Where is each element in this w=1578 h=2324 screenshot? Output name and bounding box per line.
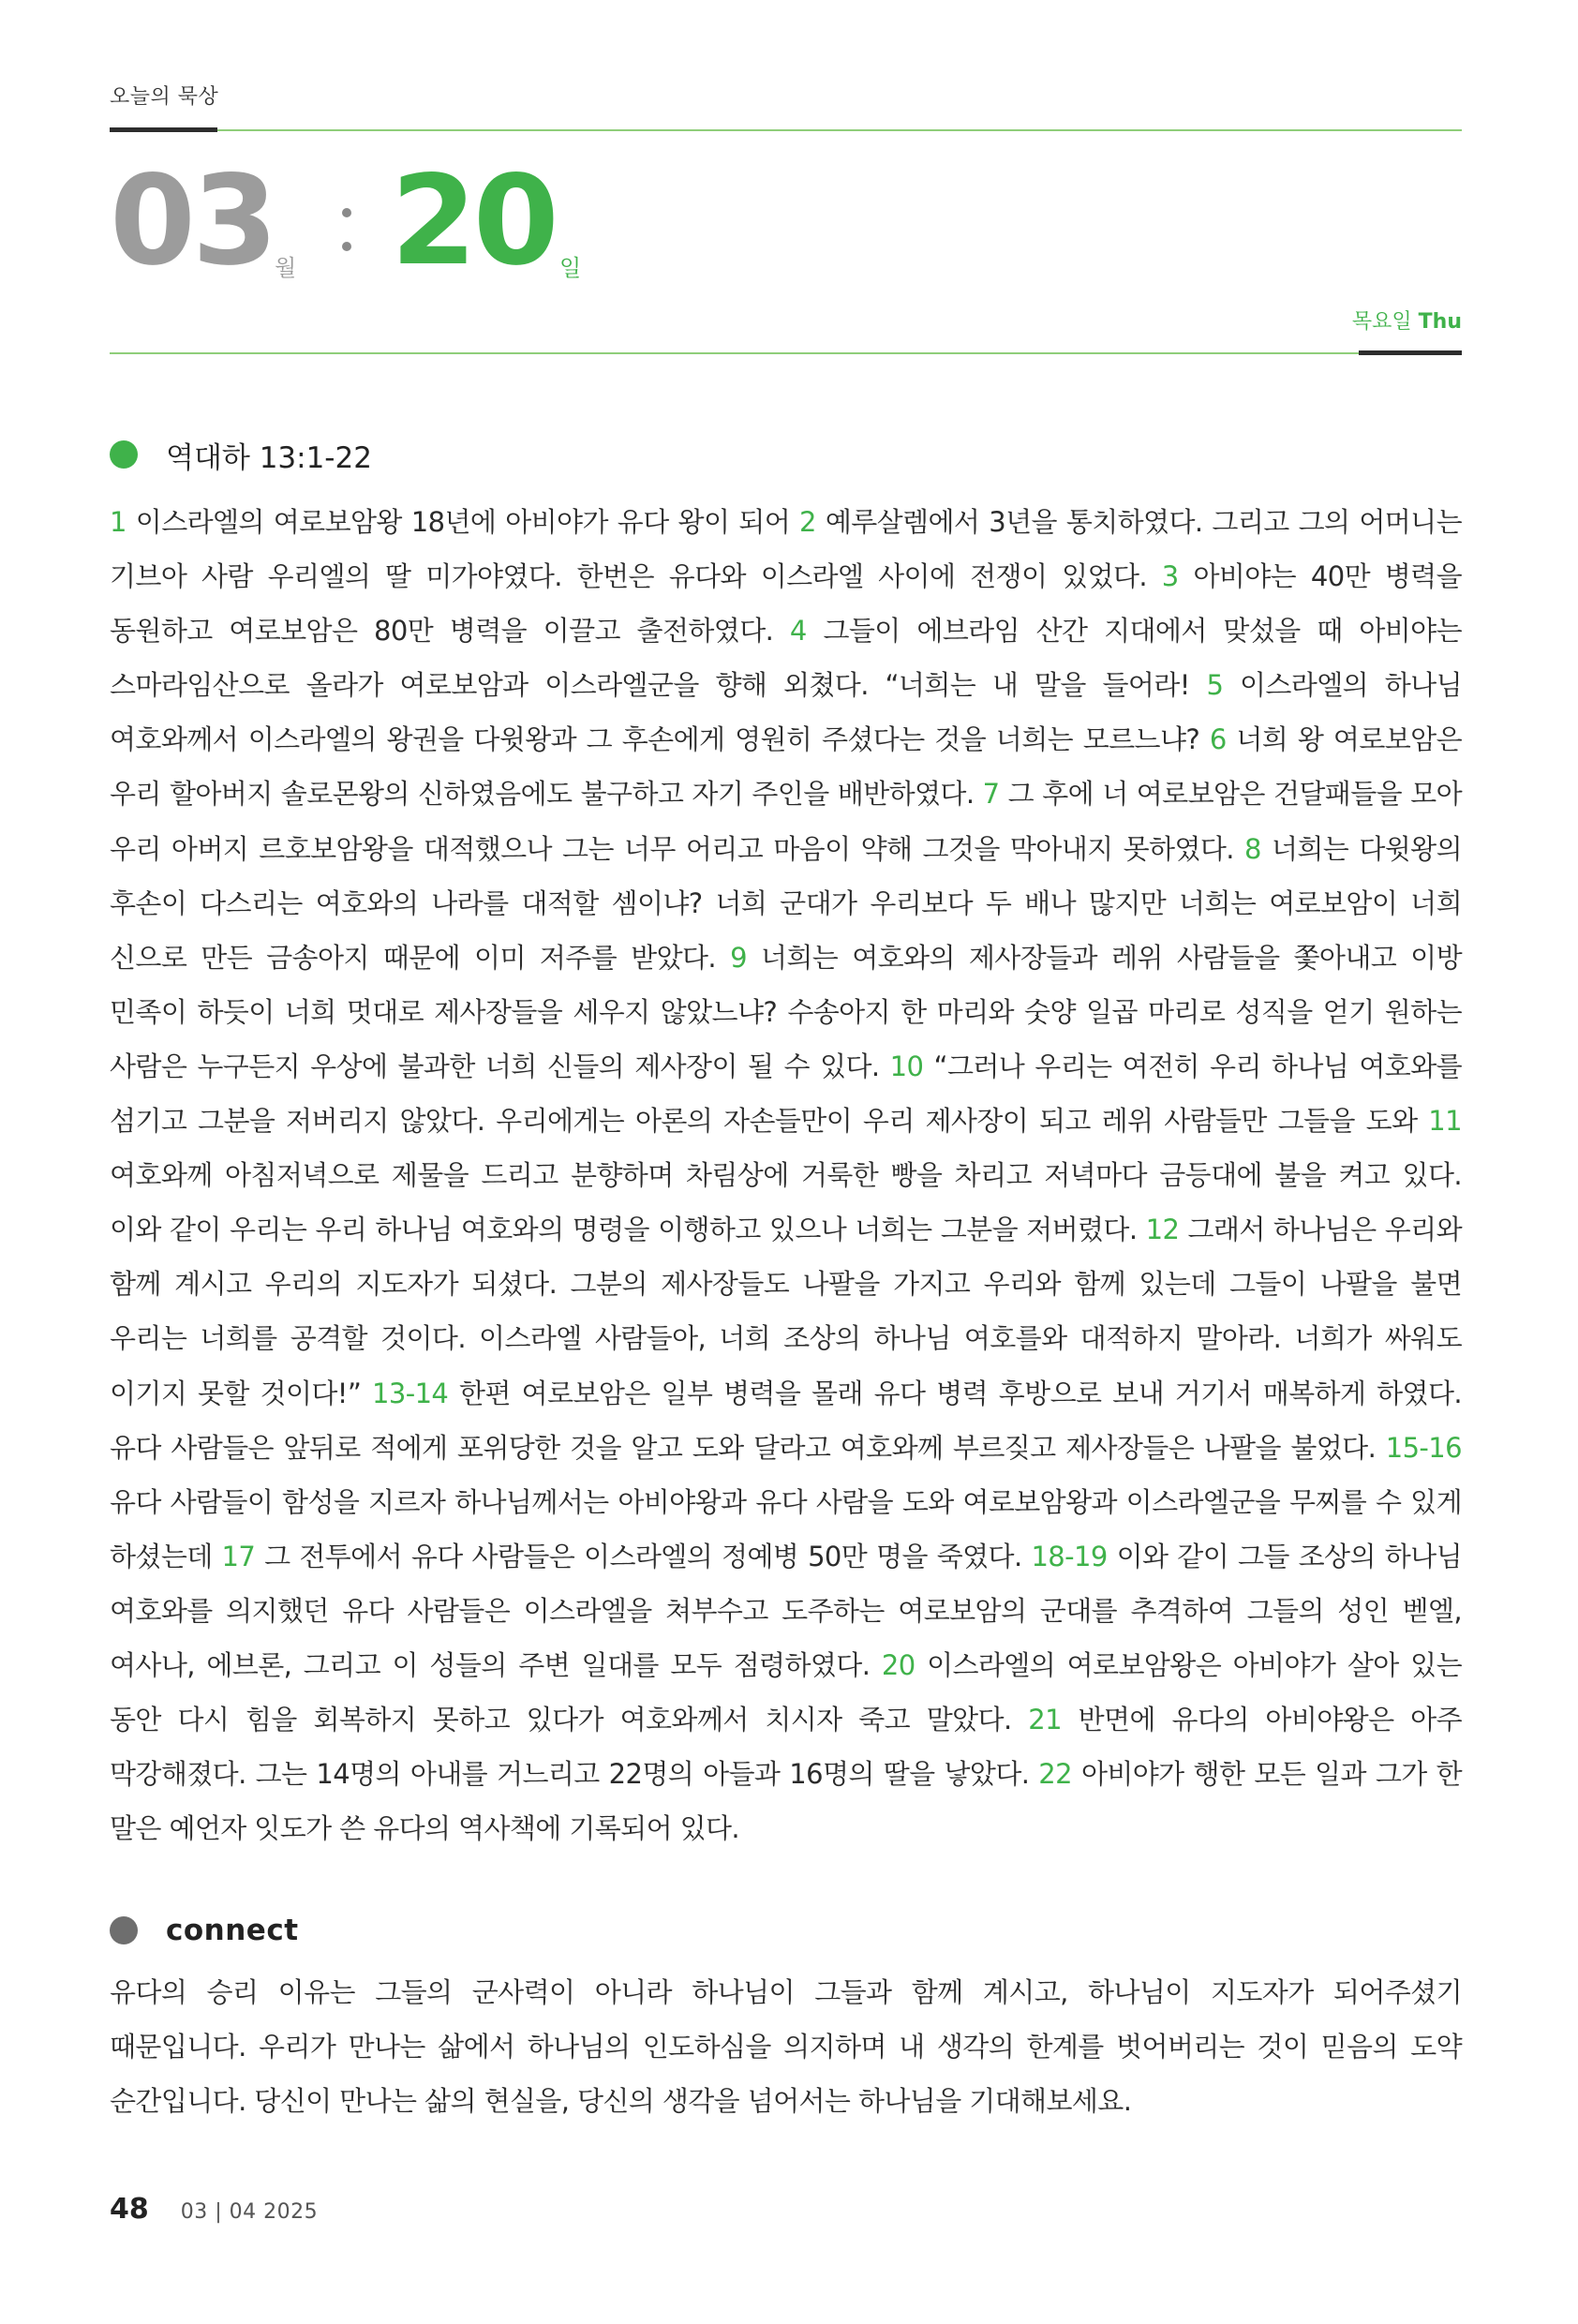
verse-number: 9	[730, 941, 747, 974]
gray-bullet-icon	[110, 1916, 138, 1944]
verse-text: 너희는 다윗왕의 후손이 다스리는 여호와의 나라를 대적할 셈이냐? 너희 군대가 우리보다 두 배나 많지만 너희는 여로보암이 너희 신으로 만든 금송아지 때문에 이미 저주를 받았다.	[110, 832, 1462, 974]
verse-number: 2	[799, 506, 816, 538]
verse-number: 11	[1428, 1105, 1462, 1138]
verse-number: 22	[1038, 1758, 1072, 1791]
verse-number: 6	[1209, 723, 1227, 756]
verse-number: 12	[1145, 1214, 1180, 1246]
verse-text: 유다 사람들이 함성을 지르자 하나님께서는 아비야왕과 유다 사람을 도와 여로보암왕과 이스라엘군을 무찌를 수 있게 하셨는데	[110, 1485, 1462, 1572]
verse-text: 이스라엘의 여로보암왕 18년에 아비야가 유다 왕이 되어	[135, 506, 791, 538]
verse-number: 20	[881, 1648, 916, 1681]
verse-number: 17	[221, 1540, 256, 1572]
date-bottom-rule-accent	[1359, 350, 1462, 355]
verse-text: 한편 여로보암은 일부 병력을 몰래 유다 병력 후방으로 보내 거기서 매복하게 하였다. 유다 사람들은 앞뒤로 적에게 포위당한 것을 알고 도와 달라고 여호와께 부르짖고 제사장들은 나팔을 불었다.	[110, 1377, 1462, 1464]
verse-text: 아비야가 행한 모든 일과 그가 한 말은 예언자 잇도가 쓴 유다의 역사책에 기록되어 있다.	[110, 1758, 1462, 1845]
scripture-heading	[110, 436, 372, 473]
verse-text: 예루살렘에서 3년을 통치하였다. 그리고 그의 어머니는 기브아 사람 우리엘의 딸 미가야였다. 한번은 유다와 이스라엘 사이에 전쟁이 있었다.	[110, 506, 1462, 593]
page-footer	[110, 2193, 318, 2226]
verse-text: 이와 같이 그들 조상의 하나님 여호와를 의지했던 유다 사람들은 이스라엘을 쳐부수고 도주하는 여로보암의 군대를 추격하여 그들의 성인 벧엘, 여사나, 에브론, 그리고 이 성들의 주변 일대를 모두 점령하였다.	[110, 1540, 1462, 1681]
section-label: 오늘의 묵상	[110, 85, 219, 109]
verse-number: 10	[889, 1050, 924, 1082]
top-rule-accent	[110, 127, 217, 132]
verse-number: 3	[1161, 560, 1179, 593]
top-rule	[110, 129, 1462, 131]
verse-text: 이스라엘의 여로보암왕은 아비야가 살아 있는 동안 다시 힘을 회복하지 못하고 있다가 여호와께서 치시자 죽고 말았다.	[110, 1648, 1462, 1736]
verse-text: 아비야는 40만 병력을 동원하고 여로보암은 80만 병력을 이끌고 출전하였다.	[110, 560, 1462, 648]
connect-body: 유다의 승리 이유는 그들의 군사력이 아니라 하나님이 그들과 함께 계시고, 하나님이 지도자가 되어주셨기 때문입니다. 우리가 만나는 삶에서 하나님의 인도하심을 의지하며 내 생각의 한계를 벗어버리는 것이 믿음의 도약 순간입니다. 당신이 만나는 삶의 현실을, 당신의 생각을 넘어서는 하나님을 기대해보세요.	[110, 1976, 1462, 2117]
verse-text: 그 전투에서 유다 사람들은 이스라엘의 정예병 50만 명을 죽였다.	[264, 1540, 1022, 1572]
verse-number: 18-19	[1031, 1540, 1108, 1572]
month-unit: 월	[275, 255, 297, 281]
verse-text: 여호와께 아침저녁으로 제물을 드리고 분향하며 차림상에 거룩한 빵을 차리고 저녁마다 금등대에 불을 켜고 있다. 이와 같이 우리는 우리 하나님 여호와의 명령을 이행하고 있으나 너희는 그분을 저버렸다.	[110, 1159, 1462, 1246]
verse-text: 너희 왕 여로보암은 우리 할아버지 솔로몬왕의 신하였음에도 불구하고 자기 주인을 배반하였다.	[110, 723, 1462, 811]
scripture-reference: 역대하 13:1-22	[166, 440, 372, 475]
issue-date: 03 | 04 2025	[180, 2200, 319, 2224]
verse-text: 반면에 유다의 아비야왕은 아주 막강해졌다. 그는 14명의 아내를 거느리고 22명의 아들과 16명의 딸을 낳았다.	[110, 1704, 1462, 1791]
verse-text: 너희는 여호와의 제사장들과 레위 사람들을 쫓아내고 이방 민족이 하듯이 너희 멋대로 제사장들을 세우지 않았느냐? 수송아지 한 마리와 숫양 일곱 마리로 성직을 얻기 원하는 사람은 누구든지 우상에 불과한 너희 신들의 제사장이 될 수 있다.	[110, 941, 1463, 1082]
month-number: 03	[110, 149, 275, 293]
verse-text: “그러나 우리는 여전히 우리 하나님 여호와를 섬기고 그분을 저버리지 않았다. 우리에게는 아론의 자손들만이 우리 제사장이 되고 레위 사람들만 그들을 도와	[110, 1050, 1463, 1138]
connect-heading	[110, 1912, 299, 1949]
verse-number: 21	[1028, 1704, 1062, 1736]
green-bullet-icon	[110, 440, 138, 469]
verse-number: 7	[982, 778, 1000, 811]
verse-number: 1	[110, 506, 127, 538]
scripture-passage	[110, 495, 1462, 1855]
weekday-en: Thu	[1418, 310, 1462, 334]
date-bottom-rule	[110, 352, 1462, 354]
verse-text: 그들이 에브라임 산간 지대에서 맞섰을 때 아비야는 스마라임산으로 올라가 여로보암과 이스라엘군을 향해 외쳤다. “너희는 내 말을 들어라!	[110, 615, 1463, 702]
page-number: 48	[110, 2193, 149, 2226]
verse-text: 이스라엘의 하나님 여호와께서 이스라엘의 왕권을 다윗왕과 그 후손에게 영원히 주셨다는 것을 너희는 모르느냐?	[110, 669, 1462, 756]
verse-number: 4	[789, 615, 807, 648]
day-number: 20	[391, 149, 556, 293]
date-separator-dot-top	[342, 208, 351, 217]
day-unit: 일	[559, 255, 582, 281]
verse-number: 5	[1206, 669, 1224, 702]
verse-text: 그래서 하나님은 우리와 함께 계시고 우리의 지도자가 되셨다. 그분의 제사장들도 나팔을 가지고 우리와 함께 있는데 그들이 나팔을 불면 우리는 너희를 공격할 것이다. 이스라엘 사람들아, 너희 조상의 하나님 여호를와 대적하지 말아라. 너희가 싸워도 이기지 못할 것이다!”	[110, 1214, 1463, 1409]
verse-number: 13-14	[372, 1377, 449, 1409]
weekday-ko: 목요일	[1351, 310, 1412, 334]
weekday	[1352, 305, 1462, 335]
verse-number: 8	[1244, 832, 1261, 865]
date-separator-dot-bottom	[342, 242, 351, 251]
verse-number: 15-16	[1385, 1431, 1463, 1464]
verse-text: 그 후에 너 여로보암은 건달패들을 모아 우리 아버지 르호보암왕을 대적했으나 그는 너무 어리고 마음이 약해 그것을 막아내지 못하였다.	[110, 778, 1463, 865]
connect-title: connect	[166, 1914, 299, 1947]
